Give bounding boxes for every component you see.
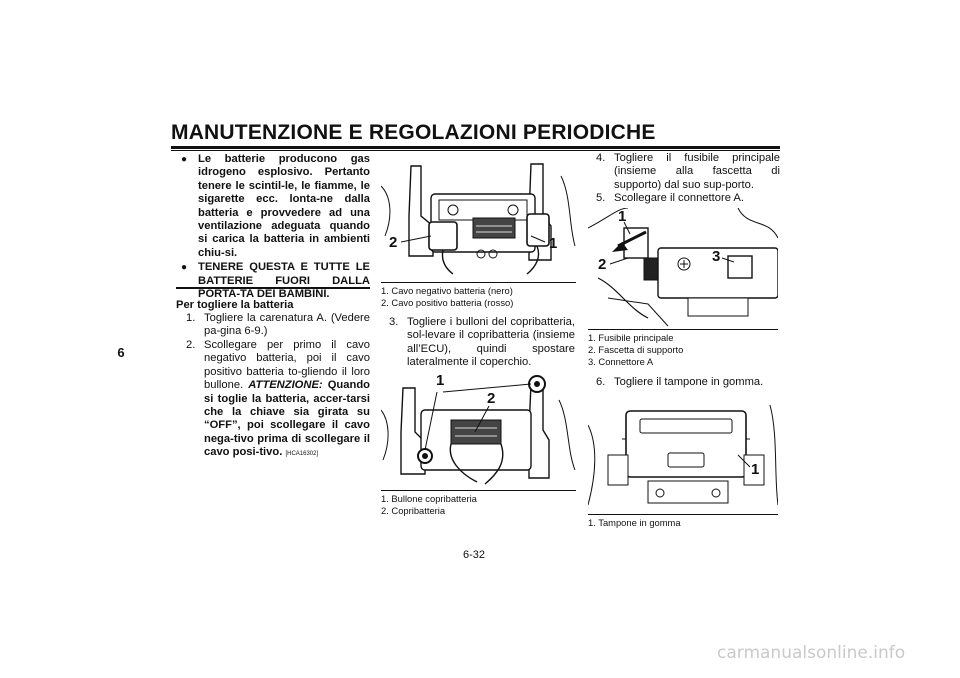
caption-line: 1. Cavo negativo batteria (nero) [381,285,513,296]
page-title: MANUTENZIONE E REGOLAZIONI PERIODICHE [171,121,656,144]
bullet-icon: ● [181,154,188,165]
watermark: carmanualsonline.info [717,643,906,663]
caution-text: Quando si toglie la batteria, accer-tarsi che la chiave sia girata su “OFF”, poi scollegare il cavo nega-tivo prima di scollegare il cavo posi-tivo. [204,379,370,459]
step-3 [389,316,575,372]
callout-label: 1 [751,461,760,478]
callout-label: 1 [618,208,627,225]
caption-line: 3. Connettore A [588,356,654,367]
figure-rubber-pad [588,395,778,515]
bullet-icon: ● [181,262,188,274]
caption-line: 1. Bullone copribatteria [381,493,477,504]
step-5 [596,192,780,206]
warning-text: Le batterie producono gas idrogeno esplosivo. Pertanto tenere le scintil-le, le fiamme, le sigarette ecc. lonta-ne dalla batteria e provvedere ad una ventilazione adeguata quando si carica la batteria in ambienti chiu-si. [198,153,370,259]
figure-main-fuse [588,208,778,328]
page-number: 6-32 [463,549,486,561]
callout-label: 1 [549,235,558,252]
warning-list [176,153,370,302]
step-text: Scollegare per primo il cavo negativo batteria, poi il cavo positivo batteria to-gliendo il loro bullone. [204,339,370,392]
figure-battery-cover [381,370,576,490]
callout-label: 3 [712,248,721,265]
caption-rule [588,329,778,330]
step-text-block [204,339,370,462]
caption-line: 1. Tampone in gomma [588,517,681,528]
callout-label: 2 [487,390,496,407]
step-number: 1. [186,312,196,324]
caption-line: 2. Copribatteria [381,505,446,516]
step-number: 5. [596,192,606,204]
callout-label: 2 [389,234,398,251]
caption-line: 2. Fascetta di supporto [588,344,684,355]
step-number: 2. [186,339,196,351]
header-rule-thin [171,150,780,151]
figure-battery-cables [381,156,576,280]
callout-label: 1 [436,372,445,389]
caption-rule [381,490,576,491]
step-text: Scollegare il connettore A. [614,192,744,204]
attention-label: ATTENZIONE: [248,379,323,392]
step-number: 4. [596,152,606,164]
caption-rule [588,514,778,515]
warning-end-rule [176,287,370,289]
step-text: Togliere il tampone in gomma. [614,376,764,388]
caption-rule [381,282,576,283]
step-2 [186,339,370,459]
warning-text: TENERE QUESTA E TUTTE LE BATTERIE FUORI DALLA PORTA-TA DEI BAMBINI. [198,261,370,301]
figure-caption [381,285,513,309]
figure-caption [588,332,683,368]
callout-label: 2 [598,256,607,273]
step-text: Togliere la carenatura A. (Vedere pa-gina 6-9.) [204,312,370,338]
section-heading: Per togliere la batteria [176,299,294,311]
step-text: Togliere il fusibile principale (insieme alla fascetta di supporto) dal suo sup-porto. [614,152,780,191]
step-6 [596,376,780,390]
reference-code: [HCA16302] [285,451,319,458]
figure-caption [381,493,477,517]
step-4 [596,152,780,194]
figure-caption [588,517,681,529]
step-number: 6. [596,376,606,388]
step-1 [186,312,370,340]
header-rule [171,146,780,149]
warning-item [176,261,370,301]
step-text: Togliere i bulloni del copribatteria, sol-levare il copribatteria (insieme all’ECU), quindi spostare lateralmente il coperchio. [407,316,575,369]
step-number: 3. [389,316,399,328]
warning-item [176,153,370,260]
caption-line: 1. Fusibile principale [588,332,674,343]
caption-line: 2. Cavo positivo batteria (rosso) [381,297,514,308]
chapter-tab: 6 [117,345,125,360]
